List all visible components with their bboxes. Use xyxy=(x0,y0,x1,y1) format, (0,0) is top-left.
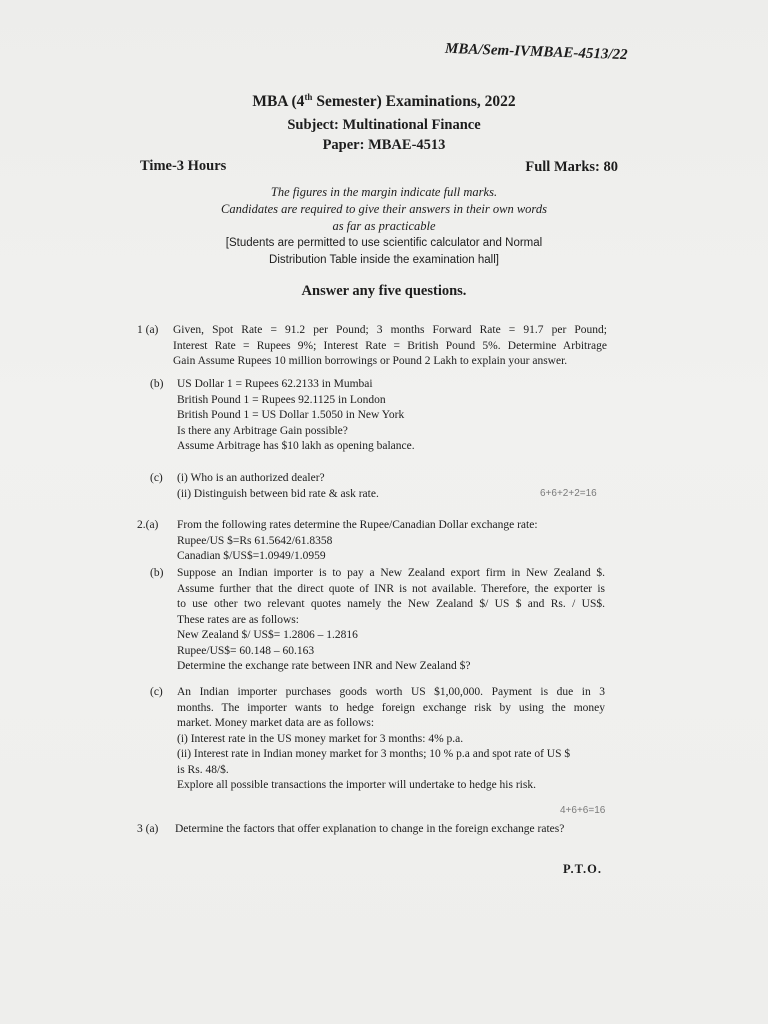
subject-line: Subject: Multinational Finance xyxy=(287,117,481,133)
question-line: Determine the factors that offer explanation to change in the foreign exchange rates? xyxy=(175,823,565,835)
question-number: (c) xyxy=(150,472,163,484)
question-number: (c) xyxy=(150,686,163,698)
question-line: Interest Rate = Rupees 9%; Interest Rate = British Pound 5%. Determine Arbitrage xyxy=(173,339,607,352)
question-line: Rupee/US $=Rs 61.5642/61.8358 xyxy=(177,534,333,547)
instruction-line-2: Candidates are required to give their answers in their own words xyxy=(221,202,547,216)
exam-title-sup: th xyxy=(304,92,313,102)
paper-code: MBA/Sem-IVMBAE-4513/22 xyxy=(445,40,629,64)
question-line: Given, Spot Rate = 91.2 per Pound; 3 months Forward Rate = 91.7 per Pound; xyxy=(173,324,607,336)
question-line: Canadian $/US$=1.0949/1.0959 xyxy=(177,550,326,562)
question-number: 2.(a) xyxy=(137,519,159,531)
exam-title-prefix: MBA (4 xyxy=(252,93,305,111)
question-line: market. Money market data are as follows: xyxy=(177,717,375,729)
question-line: Rupee/US$= 60.148 – 60.163 xyxy=(177,644,315,657)
full-marks: Full Marks: 80 xyxy=(525,159,618,175)
question-number: 1 (a) xyxy=(137,324,159,336)
question-line: Assume further that the direct quote of INR is not available. Therefore, the exporter is xyxy=(177,582,605,595)
question-line: Determine the exchange rate between INR and New Zealand $? xyxy=(177,660,471,672)
question-number: (b) xyxy=(150,567,164,579)
question-line: Is there any Arbitrage Gain possible? xyxy=(177,424,348,437)
question-line: New Zealand $/ US$= 1.2806 – 1.2816 xyxy=(177,629,358,641)
instruction-line-3: as far as practicable xyxy=(332,219,436,233)
answer-heading: Answer any five questions. xyxy=(301,283,467,299)
page-turn-over: P.T.O. xyxy=(563,862,602,876)
question-number: 3 (a) xyxy=(137,823,159,835)
question-line: to use other two relevant quotes namely the New Zealand $/ US $ and Rs. / US$. xyxy=(177,598,605,610)
exam-title-suffix: Semester) Examinations, 2022 xyxy=(312,93,516,111)
time-allowed: Time-3 Hours xyxy=(140,158,227,174)
question-line: These rates are as follows: xyxy=(177,613,299,626)
question-number: (b) xyxy=(150,378,164,390)
marks-distribution-q1: 6+6+2+2=16 xyxy=(540,488,597,499)
exam-title xyxy=(0,92,768,111)
question-line: From the following rates determine the Rupee/Canadian Dollar exchange rate: xyxy=(177,519,538,531)
question-line: months. The importer wants to hedge foreign exchange risk by using the money xyxy=(177,701,605,714)
instruction-line-5: Distribution Table inside the examination hall] xyxy=(269,254,499,266)
paper-line: Paper: MBAE-4513 xyxy=(322,137,446,153)
question-line: (i) Interest rate in the US money market for 3 months: 4% p.a. xyxy=(177,732,464,745)
question-line: is Rs. 48/$. xyxy=(177,763,229,776)
question-line: British Pound 1 = Rupees 92.1125 in London xyxy=(177,393,386,406)
question-line: An Indian importer purchases goods worth US $1,00,000. Payment is due in 3 xyxy=(177,686,605,698)
instruction-line-4: [Students are permitted to use scientific calculator and Normal xyxy=(225,237,543,249)
instruction-line-1: The figures in the margin indicate full marks. xyxy=(270,185,498,199)
question-line: US Dollar 1 = Rupees 62.2133 in Mumbai xyxy=(177,378,373,390)
question-line: Gain Assume Rupees 10 million borrowings or Pound 2 Lakh to explain your answer. xyxy=(173,355,568,367)
question-line: (ii) Distinguish between bid rate & ask rate. xyxy=(177,487,379,500)
question-line: (i) Who is an authorized dealer? xyxy=(177,472,325,484)
marks-distribution-q2: 4+6+6=16 xyxy=(560,805,606,816)
instructions-block xyxy=(0,184,768,269)
question-line: Assume Arbitrage has $10 lakh as opening balance. xyxy=(177,440,415,452)
question-line: British Pound 1 = US Dollar 1.5050 in New York xyxy=(177,409,405,421)
question-line: (ii) Interest rate in Indian money market for 3 months; 10 % p.a and spot rate of US $ xyxy=(177,748,571,760)
question-line: Suppose an Indian importer is to pay a New Zealand export firm in New Zealand $. xyxy=(177,567,605,579)
question-line: Explore all possible transactions the importer will undertake to hedge his risk. xyxy=(177,779,536,791)
